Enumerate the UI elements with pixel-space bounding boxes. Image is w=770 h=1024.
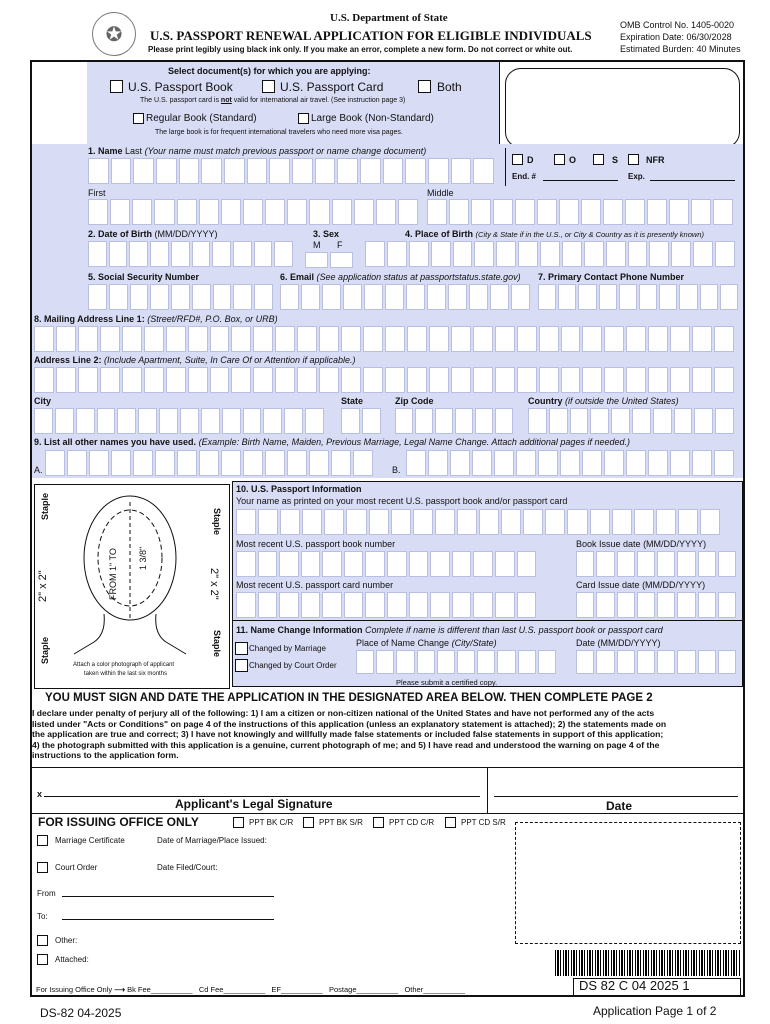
marriage-cert-label: Marriage Certificate	[55, 836, 125, 845]
document-selection-heading: Select document(s) for which you are applying:	[168, 66, 371, 76]
both-label: Both	[437, 80, 462, 94]
estimated-burden: Estimated Burden: 40 Minutes	[620, 44, 741, 54]
s-checkbox[interactable]	[593, 154, 604, 165]
book-number-input[interactable]	[236, 551, 536, 577]
passport-card-checkbox[interactable]	[262, 80, 275, 93]
city-input[interactable]	[34, 408, 324, 434]
nfr-checkbox[interactable]	[628, 154, 639, 165]
exp-label: Exp.	[628, 172, 645, 181]
declaration-text: I declare under penalty of perjury all of the following: 1) I am a citizen or non-citizen national of the United States and have not performed any of the acts listed under "Acts or Conditions" on page 4 of the instructions of this application (unless an explanatory statement is attached); 2) the statements made on the application are true and correct; 3) I have not knowingly and willfully made false statements or included false statements in support of this application; 4) the photograph submitted with this application is a genuine, current photograph of me; and 5) I have read and understood the warning on page 4 of the instructions to the application form.	[32, 708, 667, 761]
other-label: Other:	[55, 936, 78, 945]
date-line[interactable]	[494, 796, 738, 797]
address1-input[interactable]	[34, 326, 734, 352]
staple-label-tl: Staple	[40, 492, 50, 520]
ppt-bk-sr-checkbox[interactable]	[303, 817, 314, 828]
signature-bottom-line	[30, 813, 745, 814]
sex-m-label: M	[313, 240, 321, 250]
passport-card-label: U.S. Passport Card	[280, 80, 384, 94]
ppt-bk-cr-label: PPT BK C/R	[249, 818, 294, 827]
department-seal-icon: ✪	[92, 12, 136, 56]
card-date-input[interactable]	[576, 592, 736, 618]
change-date-label: Date (MM/DD/YYYY)	[576, 638, 661, 648]
passport-book-checkbox[interactable]	[110, 80, 123, 93]
size-label-left: 2" x 2"	[37, 570, 49, 602]
photo-guide-icon	[34, 484, 228, 687]
address2-label: Address Line 2: (Include Apartment, Suite, In Care Of or Attention if applicable.)	[34, 355, 356, 365]
sex-input[interactable]	[305, 252, 353, 268]
pob-input[interactable]	[365, 241, 735, 267]
country-input[interactable]	[528, 408, 734, 434]
name-change-heading: 11. Name Change Information Complete if name is different than last U.S. passport book or passport card	[236, 625, 663, 635]
passport-info-heading: 10. U.S. Passport Information	[236, 484, 362, 494]
other-name-a-input[interactable]	[45, 450, 373, 476]
o-label: O	[569, 155, 577, 165]
place-change-input[interactable]	[356, 650, 556, 674]
staple-label-bl: Staple	[40, 636, 50, 664]
email-label: 6. Email (See application status at passportstatus.state.gov)	[280, 272, 521, 282]
other-checkbox[interactable]	[37, 935, 48, 946]
court-order-label: Court Order	[55, 863, 98, 872]
changed-by-court-label: Changed by Court Order	[249, 661, 337, 670]
other-name-a-label: A.	[34, 465, 43, 475]
to-label: To:	[37, 912, 48, 921]
signature-x: x	[37, 789, 43, 799]
date-filed-label: Date Filed/Court:	[157, 863, 218, 872]
ssn-input[interactable]	[88, 284, 273, 310]
changed-by-marriage-label: Changed by Marriage	[249, 644, 326, 653]
dob-label: 2. Date of Birth (MM/DD/YYYY)	[88, 229, 218, 239]
changed-by-court-checkbox[interactable]	[235, 659, 248, 672]
official-use-box	[505, 68, 740, 148]
book-date-label: Book Issue date (MM/DD/YYYY)	[576, 539, 707, 549]
nfr-label: NFR	[646, 155, 665, 165]
name-label-row: 1. Name Last (Your name must match previous passport or name change document)	[88, 146, 427, 156]
expiration-date: Expiration Date: 06/30/2028	[620, 32, 732, 42]
ppt-bk-sr-label: PPT BK S/R	[319, 818, 363, 827]
state-input[interactable]	[341, 408, 381, 434]
ppt-cd-cr-label: PPT CD C/R	[389, 818, 435, 827]
staple-label-tr: Staple	[212, 508, 222, 536]
country-label: Country (if outside the United States)	[528, 396, 679, 406]
sex-label: 3. Sex	[313, 229, 340, 239]
ppt-cd-sr-checkbox[interactable]	[445, 817, 456, 828]
photo-attach-line1: Attach a color photograph of applicant	[73, 662, 175, 668]
issuing-office-heading: FOR ISSUING OFFICE ONLY	[38, 815, 199, 829]
ppt-cd-sr-label: PPT CD S/R	[461, 818, 506, 827]
first-name-label: First	[88, 188, 106, 198]
office-stamp-box	[515, 822, 741, 944]
zip-label: Zip Code	[395, 396, 434, 406]
regular-book-checkbox[interactable]	[133, 113, 144, 124]
attached-label: Attached:	[55, 955, 89, 964]
date-label: Date	[606, 799, 633, 813]
signature-label: Applicant's Legal Signature	[175, 797, 333, 811]
exp-line	[650, 180, 735, 181]
size-label-right: 2" x 2"	[208, 568, 220, 600]
passport-book-label: U.S. Passport Book	[128, 80, 233, 94]
form-code: DS 82 C 04 2025 1	[579, 978, 690, 993]
card-number-input[interactable]	[236, 592, 536, 618]
form-title: U.S. PASSPORT RENEWAL APPLICATION FOR ELIGIBLE INDIVIDUALS	[150, 28, 592, 43]
changed-by-marriage-checkbox[interactable]	[235, 642, 248, 655]
to-line[interactable]	[62, 919, 274, 920]
both-checkbox[interactable]	[418, 80, 431, 93]
marriage-date-label: Date of Marriage/Place Issued:	[157, 836, 267, 845]
fee-row: For Issuing Office Only ⟶ Bk Fee__________ Cd Fee__________ EF__________ Postage__________ Other__________	[36, 985, 465, 994]
zip-input[interactable]	[395, 408, 513, 434]
middle-name-input[interactable]	[427, 199, 733, 225]
place-change-label: Place of Name Change (City/State)	[356, 638, 497, 648]
last-name-input[interactable]	[88, 158, 494, 184]
other-name-b-label: B.	[392, 465, 401, 475]
certified-copy-note: Please submit a certified copy.	[396, 678, 498, 687]
sign-banner: YOU MUST SIGN AND DATE THE APPLICATION IN THE DESIGNATED AREA BELOW. THEN COMPLETE PAGE 2	[45, 692, 653, 704]
end-label: End. #	[512, 172, 537, 181]
card-date-label: Card Issue date (MM/DD/YYYY)	[576, 580, 706, 590]
from-line[interactable]	[62, 896, 274, 897]
large-book-checkbox[interactable]	[298, 113, 309, 124]
o-checkbox[interactable]	[554, 154, 565, 165]
middle-name-label: Middle	[427, 188, 454, 198]
dob-input[interactable]	[88, 241, 293, 267]
signature-divider	[487, 768, 488, 813]
form-number: DS-82 04-2025	[40, 1006, 122, 1020]
phone-label: 7. Primary Contact Phone Number	[538, 272, 685, 282]
book-date-input[interactable]	[576, 551, 736, 577]
photo-frac-label: 1 3/8"	[138, 546, 148, 570]
large-book-label: Large Book (Non-Standard)	[311, 113, 434, 124]
card-note: The U.S. passport card is not valid for international air travel. (See instruction page 3)	[140, 97, 406, 104]
passport-info-sub: Your name as printed on your most recent U.S. passport book and/or passport card	[236, 496, 568, 506]
city-label: City	[34, 396, 52, 406]
address2-input[interactable]	[34, 367, 734, 393]
phone-input[interactable]	[538, 284, 738, 310]
form-instructions: Please print legibly using black ink only. If you make an error, complete a new form. Do not correct or white out.	[148, 45, 573, 54]
card-number-label: Most recent U.S. passport card number	[236, 580, 394, 590]
marriage-cert-checkbox[interactable]	[37, 835, 48, 846]
other-names-label: 9. List all other names you have used. (Example: Birth Name, Maiden, Previous Marriage, Legal Name Change. Attach additional pages if needed.)	[34, 437, 630, 447]
other-name-b-input[interactable]	[406, 450, 734, 476]
pob-label: 4. Place of Birth (City & State if in the U.S., or City & Country as it is presently known)	[405, 229, 704, 239]
d-label: D	[527, 155, 534, 165]
first-name-input[interactable]	[88, 199, 418, 225]
passport-name-input[interactable]	[236, 509, 720, 535]
sex-f-label: F	[337, 240, 343, 250]
regular-book-label: Regular Book (Standard)	[146, 113, 257, 124]
change-date-input[interactable]	[576, 650, 736, 674]
ppt-bk-cr-checkbox[interactable]	[233, 817, 244, 828]
from-label: From	[37, 889, 56, 898]
staple-label-br: Staple	[212, 630, 222, 658]
email-input[interactable]	[280, 284, 530, 310]
declaration-divider	[30, 767, 745, 768]
attached-checkbox[interactable]	[37, 954, 48, 965]
s-label: S	[612, 155, 619, 165]
omb-control: OMB Control No. 1405-0020	[620, 20, 735, 30]
ppt-cd-cr-checkbox[interactable]	[373, 817, 384, 828]
barcode	[555, 950, 740, 976]
photo-attach-line2: taken within the last six months	[84, 671, 168, 677]
ssn-label: 5. Social Security Number	[88, 272, 200, 282]
photo-from-label: FROM 1" TO	[108, 548, 118, 600]
d-checkbox[interactable]	[512, 154, 523, 165]
court-order-checkbox[interactable]	[37, 862, 48, 873]
page-number: Application Page 1 of 2	[593, 1004, 717, 1018]
address1-label: 8. Mailing Address Line 1: (Street/RFD#, P.O. Box, or URB)	[34, 314, 278, 324]
state-label: State	[341, 396, 364, 406]
end-line	[543, 180, 618, 181]
book-number-label: Most recent U.S. passport book number	[236, 539, 396, 549]
department-name: U.S. Department of State	[330, 12, 448, 24]
large-book-note: The large book is for frequent international travelers who need more visa pages.	[155, 129, 403, 136]
